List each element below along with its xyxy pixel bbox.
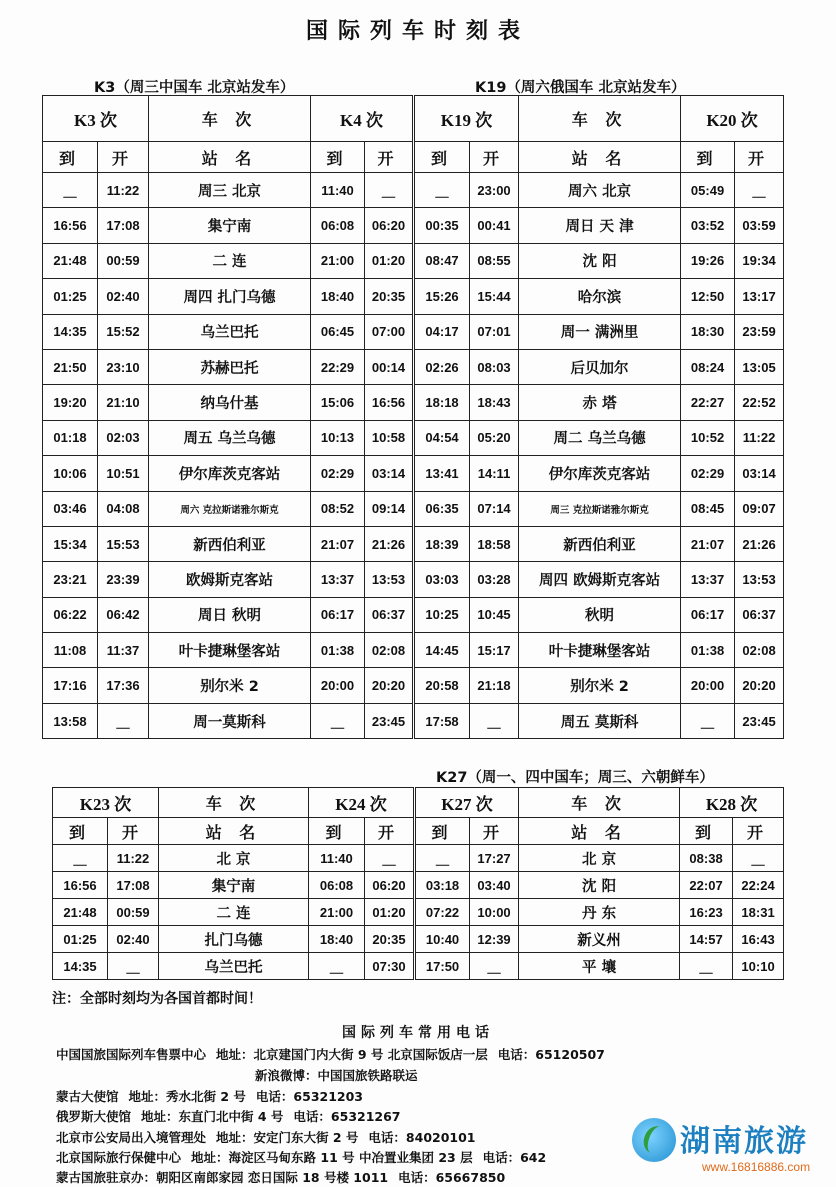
header-depart: 开 [365,142,414,173]
header-train: 车 次 [519,96,681,142]
departure-time: ＿ [470,953,519,980]
departure-time: 00:14 [365,349,414,384]
header-depart: 开 [735,142,784,173]
header-k3: K3 次 [43,96,149,142]
departure-time: 02:40 [98,279,149,314]
header-k20: K20 次 [681,96,784,142]
departure-time: 02:08 [735,633,784,668]
timetable-row [53,845,784,872]
departure-time: 19:34 [735,243,784,278]
phone-section-title: 国际列车常用电话 [342,1025,494,1041]
departure-time: 12:39 [470,926,519,953]
arrival-time: 17:58 [414,703,470,738]
departure-time: ＿ [735,173,784,208]
departure-time: 05:20 [470,420,519,455]
station-name: 沈 阳 [519,872,680,899]
arrival-time: 02:29 [681,456,735,491]
departure-time: 11:37 [98,633,149,668]
arrival-time: 06:08 [309,872,365,899]
station-name: 后贝加尔 [519,349,681,384]
timetable-row [43,279,784,314]
arrival-time: 01:25 [53,926,108,953]
arrival-time: 13:58 [43,703,98,738]
timetable-row [53,872,784,899]
arrival-time: 18:39 [414,526,470,561]
station-name: 二 连 [159,899,309,926]
arrival-time: 10:52 [681,420,735,455]
arrival-time: 06:45 [311,314,365,349]
station-name: 沈 阳 [519,243,681,278]
arrival-time: 20:58 [414,668,470,703]
departure-time: 21:26 [365,526,414,561]
header-k24: K24 次 [309,788,415,818]
departure-time: 06:37 [365,597,414,632]
station-name: 周日 秋明 [149,597,311,632]
departure-time: 22:24 [733,872,784,899]
station-name: 伊尔库茨克客站 [519,456,681,491]
departure-time: 21:10 [98,385,149,420]
arrival-time: 08:45 [681,491,735,526]
station-name: 扎门乌德 [159,926,309,953]
caption-k27: K27（周一、四中国车；周三、六朝鲜车） [436,770,714,786]
station-name: 北 京 [519,845,680,872]
departure-time: 21:26 [735,526,784,561]
arrival-time: 18:18 [414,385,470,420]
departure-time: 10:45 [470,597,519,632]
header-depart: 开 [98,142,149,173]
departure-time: 10:58 [365,420,414,455]
arrival-time: 01:38 [311,633,365,668]
departure-time: 14:11 [470,456,519,491]
station-name: 乌兰巴托 [149,314,311,349]
page-title: 国际列车时刻表 [305,19,530,44]
arrival-time: 06:08 [311,208,365,243]
station-name: 周日 天 津 [519,208,681,243]
arrival-time: 21:48 [43,243,98,278]
departure-time: 17:36 [98,668,149,703]
phone-line: 蒙古国旅驻京办：朝阳区南郎家园 恋日国际 18 号楼 1011 电话：65667850 [56,1170,506,1185]
departure-time: 17:08 [98,208,149,243]
timetable-row [53,953,784,980]
departure-time: 07:00 [365,314,414,349]
header-station: 站 名 [519,818,680,845]
departure-time: ＿ [108,953,159,980]
arrival-time: 16:56 [53,872,108,899]
arrival-time: 10:25 [414,597,470,632]
arrival-time: 18:30 [681,314,735,349]
station-name: 赤 塔 [519,385,681,420]
station-name: 哈尔滨 [519,279,681,314]
station-name: 丹 东 [519,899,680,926]
departure-time: 06:20 [365,872,415,899]
departure-time: 11:22 [108,845,159,872]
arrival-time: 10:13 [311,420,365,455]
arrival-time: 08:38 [680,845,733,872]
arrival-time: 06:17 [311,597,365,632]
arrival-time: 13:37 [311,562,365,597]
timetable-row [43,385,784,420]
station-name: 周四 扎门乌德 [149,279,311,314]
departure-time: ＿ [365,173,414,208]
timetable-row [53,926,784,953]
departure-time: 10:10 [733,953,784,980]
station-name: 伊尔库茨克客站 [149,456,311,491]
station-name: 周一莫斯科 [149,703,311,738]
station-name: 周五 莫斯科 [519,703,681,738]
departure-time: 13:17 [735,279,784,314]
header-depart: 开 [108,818,159,845]
arrival-time: 02:29 [311,456,365,491]
departure-time: 23:45 [365,703,414,738]
arrival-time: 01:18 [43,420,98,455]
departure-time: 20:20 [735,668,784,703]
departure-time: 02:03 [98,420,149,455]
caption-k19: K19（周六俄国车 北京站发车） [475,80,686,96]
departure-time: 08:55 [470,243,519,278]
watermark [630,1110,836,1187]
station-name: 别尔米 2 [519,668,681,703]
header-k23: K23 次 [53,788,159,818]
arrival-time: 03:18 [415,872,470,899]
departure-time: 03:28 [470,562,519,597]
timetable-row [43,456,784,491]
arrival-time: 21:00 [309,899,365,926]
caption-k3: K3（周三中国车 北京站发车） [94,80,295,96]
timetable-row [53,899,784,926]
station-name: 周一 满洲里 [519,314,681,349]
arrival-time: ＿ [414,173,470,208]
departure-time: 03:59 [735,208,784,243]
header-k4: K4 次 [311,96,414,142]
departure-time: 23:00 [470,173,519,208]
arrival-time: 13:37 [681,562,735,597]
header-train: 车 次 [159,788,309,818]
arrival-time: 22:07 [680,872,733,899]
station-name: 周五 乌兰乌德 [149,420,311,455]
header-depart: 开 [733,818,784,845]
departure-time: 18:58 [470,526,519,561]
arrival-time: 00:35 [414,208,470,243]
station-name: 乌兰巴托 [159,953,309,980]
footnote: 注：全部时刻均为各国首都时间！ [52,991,262,1007]
timetable-row [43,526,784,561]
departure-time: 11:22 [735,420,784,455]
timetable-row [43,668,784,703]
departure-time: 17:08 [108,872,159,899]
arrival-time: 17:16 [43,668,98,703]
arrival-time: 18:40 [311,279,365,314]
arrival-time: 18:40 [309,926,365,953]
header-arrive: 到 [681,142,735,173]
departure-time: 15:44 [470,279,519,314]
header-depart: 开 [470,142,519,173]
station-name: 新西伯利亚 [519,526,681,561]
departure-time: 18:31 [733,899,784,926]
arrival-time: 15:34 [43,526,98,561]
station-name: 纳乌什基 [149,385,311,420]
arrival-time: 21:50 [43,349,98,384]
departure-time: 02:40 [108,926,159,953]
arrival-time: 14:45 [414,633,470,668]
arrival-time: 05:49 [681,173,735,208]
leaf-logo-icon [632,1118,676,1162]
departure-time: 20:20 [365,668,414,703]
departure-time: 03:14 [365,456,414,491]
station-name: 集宁南 [149,208,311,243]
departure-time: ＿ [365,845,415,872]
arrival-time: 08:24 [681,349,735,384]
arrival-time: 06:17 [681,597,735,632]
timetable-k23-k27 [52,787,784,980]
station-name: 周三 克拉斯诺雅尔斯克 [519,491,681,526]
station-name: 苏赫巴托 [149,349,311,384]
departure-time: 10:00 [470,899,519,926]
phone-line: 中国国旅国际列车售票中心 地址：北京建国门内大街 9 号 北京国际饭店一层 电话：65120507 [56,1047,605,1062]
arrival-time: 22:29 [311,349,365,384]
timetable-k3-k19 [42,95,784,739]
departure-time: 13:05 [735,349,784,384]
timetable-row [43,349,784,384]
station-name: 周二 乌兰乌德 [519,420,681,455]
departure-time: 06:42 [98,597,149,632]
station-name: 二 连 [149,243,311,278]
arrival-time: 08:52 [311,491,365,526]
departure-time: 08:03 [470,349,519,384]
arrival-time: 14:57 [680,926,733,953]
departure-time: 21:18 [470,668,519,703]
arrival-time: 06:35 [414,491,470,526]
arrival-time: 03:03 [414,562,470,597]
arrival-time: 20:00 [311,668,365,703]
departure-time: 15:53 [98,526,149,561]
arrival-time: 20:00 [681,668,735,703]
station-name: 叶卡捷琳堡客站 [149,633,311,668]
departure-time: 07:30 [365,953,415,980]
departure-time: 10:51 [98,456,149,491]
departure-time: 15:52 [98,314,149,349]
arrival-time: 04:54 [414,420,470,455]
departure-time: 23:10 [98,349,149,384]
phone-line: 北京市公安局出入境管理处 地址：安定门东大街 2 号 电话：84020101 [56,1130,476,1145]
arrival-time: 17:50 [415,953,470,980]
timetable-row [43,633,784,668]
arrival-time: ＿ [680,953,733,980]
departure-time: 20:35 [365,279,414,314]
arrival-time: 14:35 [43,314,98,349]
header-k28: K28 次 [680,788,784,818]
station-name: 周三 北京 [149,173,311,208]
departure-time: 00:41 [470,208,519,243]
arrival-time: 10:40 [415,926,470,953]
phone-line: 新浪微博：中国国旅铁路联运 [255,1068,418,1083]
station-name: 秋明 [519,597,681,632]
phone-line: 北京国际旅行保健中心 地址：海淀区马甸东路 11 号 中冶置业集团 23 层 电话：642 [56,1150,547,1165]
timetable-row [43,491,784,526]
departure-time: 15:17 [470,633,519,668]
arrival-time: 15:06 [311,385,365,420]
departure-time: 02:08 [365,633,414,668]
departure-time: 06:20 [365,208,414,243]
departure-time: ＿ [470,703,519,738]
arrival-time: 01:38 [681,633,735,668]
timetable-row [43,243,784,278]
phone-line: 俄罗斯大使馆 地址：东直门北中街 4 号 电话：65321267 [56,1109,401,1124]
departure-time: 07:01 [470,314,519,349]
header-station: 站 名 [149,142,311,173]
station-name: 新义州 [519,926,680,953]
departure-time: 17:27 [470,845,519,872]
arrival-time: 16:23 [680,899,733,926]
departure-time: ＿ [733,845,784,872]
departure-time: 09:07 [735,491,784,526]
header-arrive: 到 [43,142,98,173]
header-station: 站 名 [519,142,681,173]
timetable-row [43,597,784,632]
arrival-time: 10:06 [43,456,98,491]
arrival-time: 14:35 [53,953,108,980]
watermark-name: 湖南旅游 [680,1124,808,1159]
header-station: 站 名 [159,818,309,845]
arrival-time: 11:40 [311,173,365,208]
departure-time: 23:39 [98,562,149,597]
arrival-time: ＿ [43,173,98,208]
arrival-time: 16:56 [43,208,98,243]
station-name: 别尔米 2 [149,668,311,703]
arrival-time: 06:22 [43,597,98,632]
arrival-time: ＿ [415,845,470,872]
departure-time: 16:43 [733,926,784,953]
departure-time: 11:22 [98,173,149,208]
arrival-time: ＿ [311,703,365,738]
header-arrive: 到 [53,818,108,845]
station-name: 北 京 [159,845,309,872]
station-name: 叶卡捷琳堡客站 [519,633,681,668]
arrival-time: ＿ [309,953,365,980]
departure-time: 09:14 [365,491,414,526]
departure-time: 16:56 [365,385,414,420]
departure-time: 06:37 [735,597,784,632]
arrival-time: 15:26 [414,279,470,314]
arrival-time: 21:07 [681,526,735,561]
departure-time: 23:45 [735,703,784,738]
station-name: 周四 欧姆斯克客站 [519,562,681,597]
arrival-time: 12:50 [681,279,735,314]
departure-time: 07:14 [470,491,519,526]
departure-time: 23:59 [735,314,784,349]
arrival-time: 19:20 [43,385,98,420]
timetable-row [43,562,784,597]
departure-time: 01:20 [365,243,414,278]
arrival-time: 22:27 [681,385,735,420]
arrival-time: 03:46 [43,491,98,526]
header-arrive: 到 [414,142,470,173]
arrival-time: 19:26 [681,243,735,278]
arrival-time: 21:00 [311,243,365,278]
arrival-time: 01:25 [43,279,98,314]
departure-time: 01:20 [365,899,415,926]
station-name: 周六 北京 [519,173,681,208]
arrival-time: 11:08 [43,633,98,668]
departure-time: 03:40 [470,872,519,899]
station-name: 平 壤 [519,953,680,980]
station-name: 周六 克拉斯诺雅尔斯克 [149,491,311,526]
arrival-time: 13:41 [414,456,470,491]
timetable-row [43,208,784,243]
departure-time: 13:53 [735,562,784,597]
timetable-row [43,314,784,349]
timetable-row [43,420,784,455]
header-train: 车 次 [519,788,680,818]
arrival-time: 21:48 [53,899,108,926]
arrival-time: ＿ [681,703,735,738]
arrival-time: 08:47 [414,243,470,278]
header-depart: 开 [470,818,519,845]
station-name: 新西伯利亚 [149,526,311,561]
departure-time: 03:14 [735,456,784,491]
header-depart: 开 [365,818,415,845]
arrival-time: 21:07 [311,526,365,561]
station-name: 集宁南 [159,872,309,899]
departure-time: 13:53 [365,562,414,597]
header-k19: K19 次 [414,96,519,142]
station-name: 欧姆斯克客站 [149,562,311,597]
header-arrive: 到 [680,818,733,845]
header-arrive: 到 [415,818,470,845]
arrival-time: 23:21 [43,562,98,597]
arrival-time: ＿ [53,845,108,872]
header-k27: K27 次 [415,788,519,818]
departure-time: 00:59 [108,899,159,926]
phone-line: 蒙古大使馆 地址：秀水北街 2 号 电话：65321203 [56,1089,364,1104]
departure-time: 00:59 [98,243,149,278]
arrival-time: 07:22 [415,899,470,926]
timetable-row [43,703,784,738]
arrival-time: 11:40 [309,845,365,872]
header-train: 车 次 [149,96,311,142]
departure-time: 04:08 [98,491,149,526]
header-arrive: 到 [311,142,365,173]
arrival-time: 03:52 [681,208,735,243]
arrival-time: 04:17 [414,314,470,349]
departure-time: 18:43 [470,385,519,420]
departure-time: 22:52 [735,385,784,420]
timetable-row [43,173,784,208]
watermark-url: www.16816886.com [702,1160,811,1174]
header-arrive: 到 [309,818,365,845]
arrival-time: 02:26 [414,349,470,384]
departure-time: ＿ [98,703,149,738]
departure-time: 20:35 [365,926,415,953]
